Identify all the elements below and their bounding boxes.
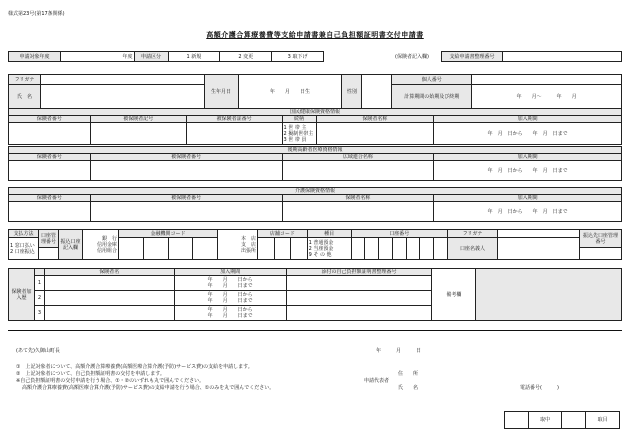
prev-h-period: 加入期間 [174, 269, 286, 276]
nhi-period-field[interactable]: 年 月 日から 年 月 日まで [434, 123, 622, 145]
office-box-2: 取目 [586, 412, 620, 429]
holder-field[interactable] [498, 238, 580, 260]
prev-insurer-name-1[interactable] [44, 276, 174, 291]
fin-code-1[interactable] [119, 238, 144, 260]
office-box-blank-2 [562, 412, 586, 429]
target-year-field[interactable]: 年度 [60, 52, 134, 62]
dob-label: 生年月日 [204, 75, 238, 109]
period-field[interactable]: 年 月～ 年 月 [472, 85, 622, 109]
addressee: (あて先)久御山町長 [16, 348, 60, 354]
acct-no-6[interactable] [420, 238, 434, 260]
personal-no-label: 個人番号 [392, 75, 472, 85]
prev-period-3[interactable]: 年 月 日から 年 月 日まで [174, 306, 286, 321]
acct-no-5[interactable] [406, 238, 420, 260]
office-box [504, 411, 620, 429]
holder-kana-label: フリガナ [448, 230, 498, 238]
elder-period-field[interactable]: 年 月 日から 年 月 日まで [434, 161, 622, 181]
window-no-field[interactable] [39, 248, 59, 260]
acct-no-3[interactable] [379, 238, 393, 260]
care-insurer-no-field[interactable] [9, 202, 91, 222]
nhi-h-insurer-no: 保険者番号 [9, 116, 91, 123]
pay-method-label: 支払方法 [9, 230, 39, 238]
care-table [8, 187, 622, 222]
nhi-insurer-name-field[interactable] [316, 123, 434, 145]
elder-h-insurer-no: 保険者番号 [9, 154, 91, 161]
top-table [8, 51, 324, 62]
prev-h-insurer-name: 保険者名 [44, 269, 174, 276]
account-entry-label: 振込口座記入欄 [59, 230, 83, 260]
sex-field[interactable] [362, 75, 392, 109]
nhi-insurer-no-field[interactable] [9, 123, 91, 145]
prev-row-num: 3 [34, 306, 44, 321]
name-field[interactable] [40, 85, 204, 109]
applicant-label: 申請代表者 [364, 378, 390, 384]
insurer-fill-note: (保険者記入欄) [395, 54, 429, 60]
form-number: 様式第23号(第17条関係) [8, 11, 65, 17]
care-h-insurer-no: 保険者番号 [9, 195, 91, 202]
elder-table [8, 146, 622, 181]
prev-cert-no-1[interactable] [286, 276, 432, 291]
elder-insurer-no-field[interactable] [9, 161, 91, 181]
name-label: 氏 名 [9, 85, 41, 109]
statement-note-1: ※自己負担額証明書の交付申請を行う場合、①・②のいずれも丸で囲んでください。 [16, 378, 205, 384]
prev-table [8, 268, 622, 321]
acct-no-7[interactable] [434, 238, 448, 260]
care-period-field[interactable]: 年 月 日から 年 月 日まで [434, 202, 622, 222]
nhi-h-symbol: 被保険者記号 [90, 116, 186, 123]
nhi-relation-options[interactable]: 1 世 帯 主 2 擬制世帯主 3 世 帯 員 [282, 123, 316, 145]
branch-code-label: 店舗コード [258, 230, 308, 238]
remarks-field[interactable] [476, 269, 622, 321]
care-insured-no-field[interactable] [90, 202, 282, 222]
support-no-table [441, 51, 622, 62]
nhi-h-card-no: 被保険者証番号 [186, 116, 282, 123]
holder-kana-field[interactable] [498, 230, 580, 238]
support-no-field[interactable] [502, 52, 621, 62]
remarks-label: 備考欄 [432, 269, 476, 321]
elder-section-title: 後期高齢者医療資格情報 [9, 147, 622, 154]
elder-insured-no-field[interactable] [90, 161, 282, 181]
personal-no-field[interactable] [472, 75, 622, 85]
nhi-h-insurer-name: 保険者名称 [316, 116, 434, 123]
statement-1: ① 上記対象者について、高額介護合算療養費(高額医療合算介護(予防)サービス費)の支給を申請します。 [16, 364, 253, 370]
prev-row-num: 2 [34, 291, 44, 306]
statement-note-2: 高額介護合算療養費(高額医療合算介護(予防)サービス費)の支給申請を行う場合、①のみを丸で囲んでください。 [22, 385, 275, 391]
acct-no-label: 口座番号 [351, 230, 447, 238]
elder-h-union-name: 広域連合名称 [282, 154, 434, 161]
prev-h-cert-no: 添付の自己負担額証明書整理番号 [286, 269, 432, 276]
pay-method-options[interactable]: 1 窓口払い 2 口座振込 [9, 238, 39, 260]
nhi-h-relation: 続柄 [282, 116, 316, 123]
category-new[interactable]: 1 新規 [168, 52, 220, 62]
care-h-insurer-name: 保険者名称 [282, 195, 434, 202]
nhi-section-title: 国民健康保険資格情報 [9, 109, 622, 116]
acct-no-2[interactable] [365, 238, 379, 260]
care-insurer-name-field[interactable] [282, 202, 434, 222]
office-box-blank-1 [505, 412, 529, 429]
prev-cert-no-2[interactable] [286, 291, 432, 306]
type-label: 種目 [307, 230, 351, 238]
applicant-name-label: 氏 名 [398, 385, 419, 391]
bank-table [8, 229, 622, 260]
furigana-field[interactable] [40, 75, 204, 85]
category-label: 申請区分 [134, 52, 168, 62]
fin-code-3[interactable] [168, 238, 193, 260]
type-options[interactable]: 1 普通預金 2 当座預金 9 そ の 他 [307, 238, 351, 260]
footer-divider [8, 330, 622, 331]
branch-kind-options[interactable]: 本 店 支 店 出張所 [218, 230, 258, 260]
application-date[interactable]: 年 月 日 [376, 348, 422, 354]
holder-label: 口座名義人 [448, 238, 498, 260]
form-title: 高額介護合算療養費等支給申請書兼自己負担額証明書交付申請書 [206, 31, 424, 39]
bank-kind-options[interactable]: 銀 行 信用金庫 信用組合 [83, 230, 119, 260]
acct-no-1[interactable] [351, 238, 365, 260]
nhi-symbol-field[interactable] [90, 123, 186, 145]
fin-code-2[interactable] [143, 238, 168, 260]
prev-cert-no-3[interactable] [286, 306, 432, 321]
address-label: 住 所 [398, 371, 419, 377]
sex-label: 性別 [342, 75, 362, 109]
period-label: 計算期間の始期及び終期 [392, 85, 472, 109]
elder-h-insured-no: 被保険者番号 [90, 154, 282, 161]
dob-field[interactable]: 年 月 日生 [238, 75, 342, 109]
nhi-card-no-field[interactable] [186, 123, 282, 145]
fin-code-label: 金融機関コード [119, 230, 218, 238]
office-box-1: 取中 [528, 412, 562, 429]
nhi-h-period: 加入期間 [434, 116, 622, 123]
care-h-period: 加入期間 [434, 195, 622, 202]
furigana-label: フリガナ [9, 75, 41, 85]
phone-label: 電話番号( ) [520, 385, 559, 391]
prev-period-2[interactable]: 年 月 日から 年 月 日まで [174, 291, 286, 306]
elder-union-name-field[interactable] [282, 161, 434, 181]
branch-code-3[interactable] [291, 238, 308, 260]
person-table [8, 74, 622, 109]
nhi-table [8, 108, 622, 145]
elder-h-period: 加入期間 [434, 154, 622, 161]
category-change[interactable]: 2 変更 [220, 52, 272, 62]
branch-code-2[interactable] [274, 238, 291, 260]
care-h-insured-no: 被保険者番号 [90, 195, 282, 202]
prev-period-1[interactable]: 年 月 日から 年 月 日まで [174, 276, 286, 291]
window-no-label: 口座管理番号 [39, 230, 59, 248]
branch-code-1[interactable] [258, 238, 275, 260]
support-no-label: 支給申請書整理番号 [442, 52, 503, 62]
acct-no-4[interactable] [392, 238, 406, 260]
target-year-label: 申請対象年度 [9, 52, 61, 62]
prev-insurer-name-2[interactable] [44, 291, 174, 306]
dest-no-label: 振込先口座管理番号 [580, 230, 622, 248]
prev-row-num: 1 [34, 276, 44, 291]
dest-no-field[interactable] [580, 248, 622, 260]
care-section-title: 介護保険資格情報 [9, 188, 622, 195]
prev-side-label: 保険者加入歴 [9, 269, 35, 321]
category-withdraw[interactable]: 3 取下げ [272, 52, 324, 62]
statement-2: ② 上記対象者について、自己負担額証明書の交付を申請します。 [16, 371, 165, 377]
prev-insurer-name-3[interactable] [44, 306, 174, 321]
fin-code-4[interactable] [193, 238, 218, 260]
